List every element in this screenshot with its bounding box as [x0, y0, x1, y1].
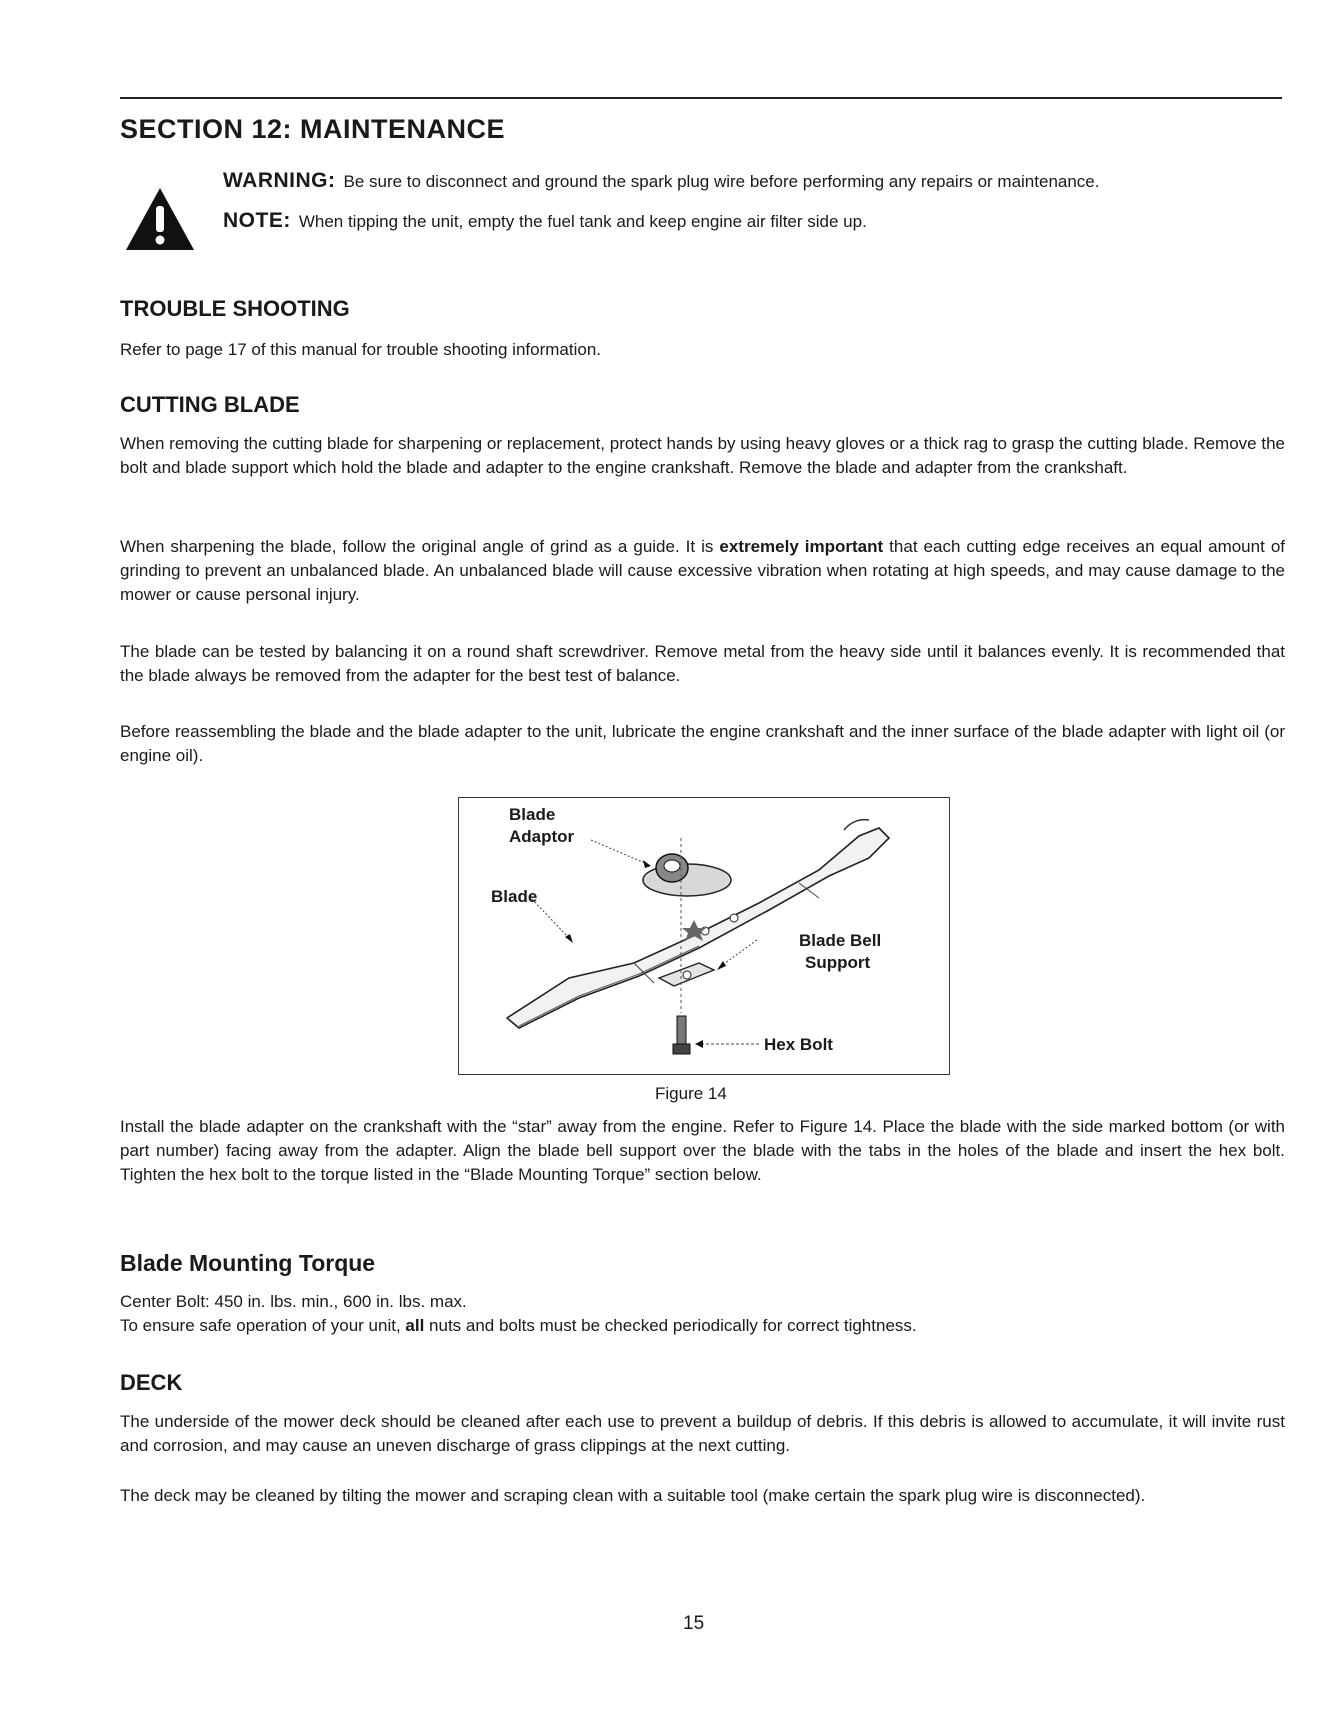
install-paragraph: Install the blade adapter on the crankshaft with the “star” away from the engine. Refer to Figure 14. Place the blade with the side marked bottom (or with part number) facing away from the adapter. Align the blade bell support over the blade with the tabs in the holes of the blade and insert the hex bolt. Tighten the hex bolt to the torque listed in the “Blade Mounting Torque” section below. — [120, 1117, 1285, 1184]
warning-line — [223, 168, 1285, 194]
figure-caption: Figure 14 — [655, 1084, 727, 1103]
torque-line-2: To ensure safe operation of your unit, all nuts and bolts must be checked periodically for correct tightness. — [120, 1316, 917, 1335]
page-number: 15 — [683, 1613, 705, 1634]
deck-paragraph-2: The deck may be cleaned by tilting the mower and scraping clean with a suitable tool (make certain the spark plug wire is disconnected). — [120, 1486, 1146, 1505]
arrowhead-adaptor — [643, 860, 651, 868]
arrowhead-hex-bolt — [695, 1040, 703, 1048]
label-blade-adaptor: Blade Adaptor — [509, 805, 575, 846]
cutting-blade-heading: CUTTING BLADE — [120, 392, 300, 417]
label-blade: Blade — [491, 887, 538, 906]
arrowhead-blade — [565, 934, 573, 943]
note-label: NOTE: — [223, 209, 291, 232]
cutting-blade-paragraph-2: When sharpening the blade, follow the original angle of grind as a guide. It is extremely important that each cutting edge receives an equal amount of grinding to prevent an unbalanced blade. An unbalanced blade will cause excessive vibration when rotating at high speeds, and may cause damage to the mower or cause personal injury. — [120, 537, 1285, 604]
bell-support-hole — [683, 971, 691, 979]
label-hex-bolt: Hex Bolt — [764, 1035, 833, 1054]
torque-line-1: Center Bolt: 450 in. lbs. min., 600 in. lbs. max. — [120, 1292, 467, 1311]
hex-bolt-head — [673, 1044, 690, 1054]
warning-text: Be sure to disconnect and ground the spark plug wire before performing any repairs or maintenance. — [343, 172, 1100, 191]
arrowhead-bell-support — [717, 961, 726, 970]
blade-tip-curl — [844, 820, 869, 830]
cutting-blade-paragraph-1: When removing the cutting blade for sharpening or replacement, protect hands by using heavy gloves or a thick rag to grasp the cutting blade. Remove the bolt and blade support which hold the blade and adapter to the engine crankshaft. Remove the blade and adapter from the crankshaft. — [120, 434, 1285, 477]
trouble-shooting-heading: TROUBLE SHOOTING — [120, 296, 350, 321]
hex-bolt-shaft — [677, 1016, 686, 1046]
label-blade-bell-support: Blade Bell Support — [799, 931, 882, 972]
leader-adaptor — [591, 840, 647, 864]
note-text: When tipping the unit, empty the fuel tank and keep engine air filter side up. — [298, 212, 867, 231]
warning-label: WARNING: — [223, 169, 336, 192]
section-title: SECTION 12: MAINTENANCE — [120, 114, 506, 144]
leader-bell-support — [721, 940, 757, 966]
warning-block — [223, 168, 1285, 234]
deck-heading: DECK — [120, 1370, 183, 1395]
figure-14-box — [458, 797, 950, 1075]
blade-hole — [730, 914, 738, 922]
emphasis-all: all — [405, 1316, 425, 1335]
cutting-blade-paragraph-3: The blade can be tested by balancing it on a round shaft screwdriver. Remove metal from the heavy side until it balances evenly. It is recommended that the blade always be removed from the adapter for the best test of balance. — [120, 642, 1285, 685]
trouble-shooting-text: Refer to page 17 of this manual for trouble shooting information. — [120, 340, 602, 359]
top-rule — [120, 97, 1282, 99]
blade-mounting-torque-heading: Blade Mounting Torque — [120, 1250, 376, 1276]
adaptor-bore — [664, 860, 680, 872]
cutting-blade-paragraph-4: Before reassembling the blade and the blade adapter to the unit, lubricate the engine crankshaft and the inner surface of the blade adapter with light oil (or engine oil). — [120, 722, 1285, 765]
emphasis-extremely-important: extremely important — [719, 537, 884, 556]
warning-triangle-icon — [124, 186, 196, 252]
note-line — [223, 208, 1285, 234]
deck-paragraph-1: The underside of the mower deck should be cleaned after each use to prevent a buildup of debris. If this debris is allowed to accumulate, it will invite rust and corrosion, and may cause an uneven discharge of grass clippings at the next cutting. — [120, 1412, 1285, 1455]
